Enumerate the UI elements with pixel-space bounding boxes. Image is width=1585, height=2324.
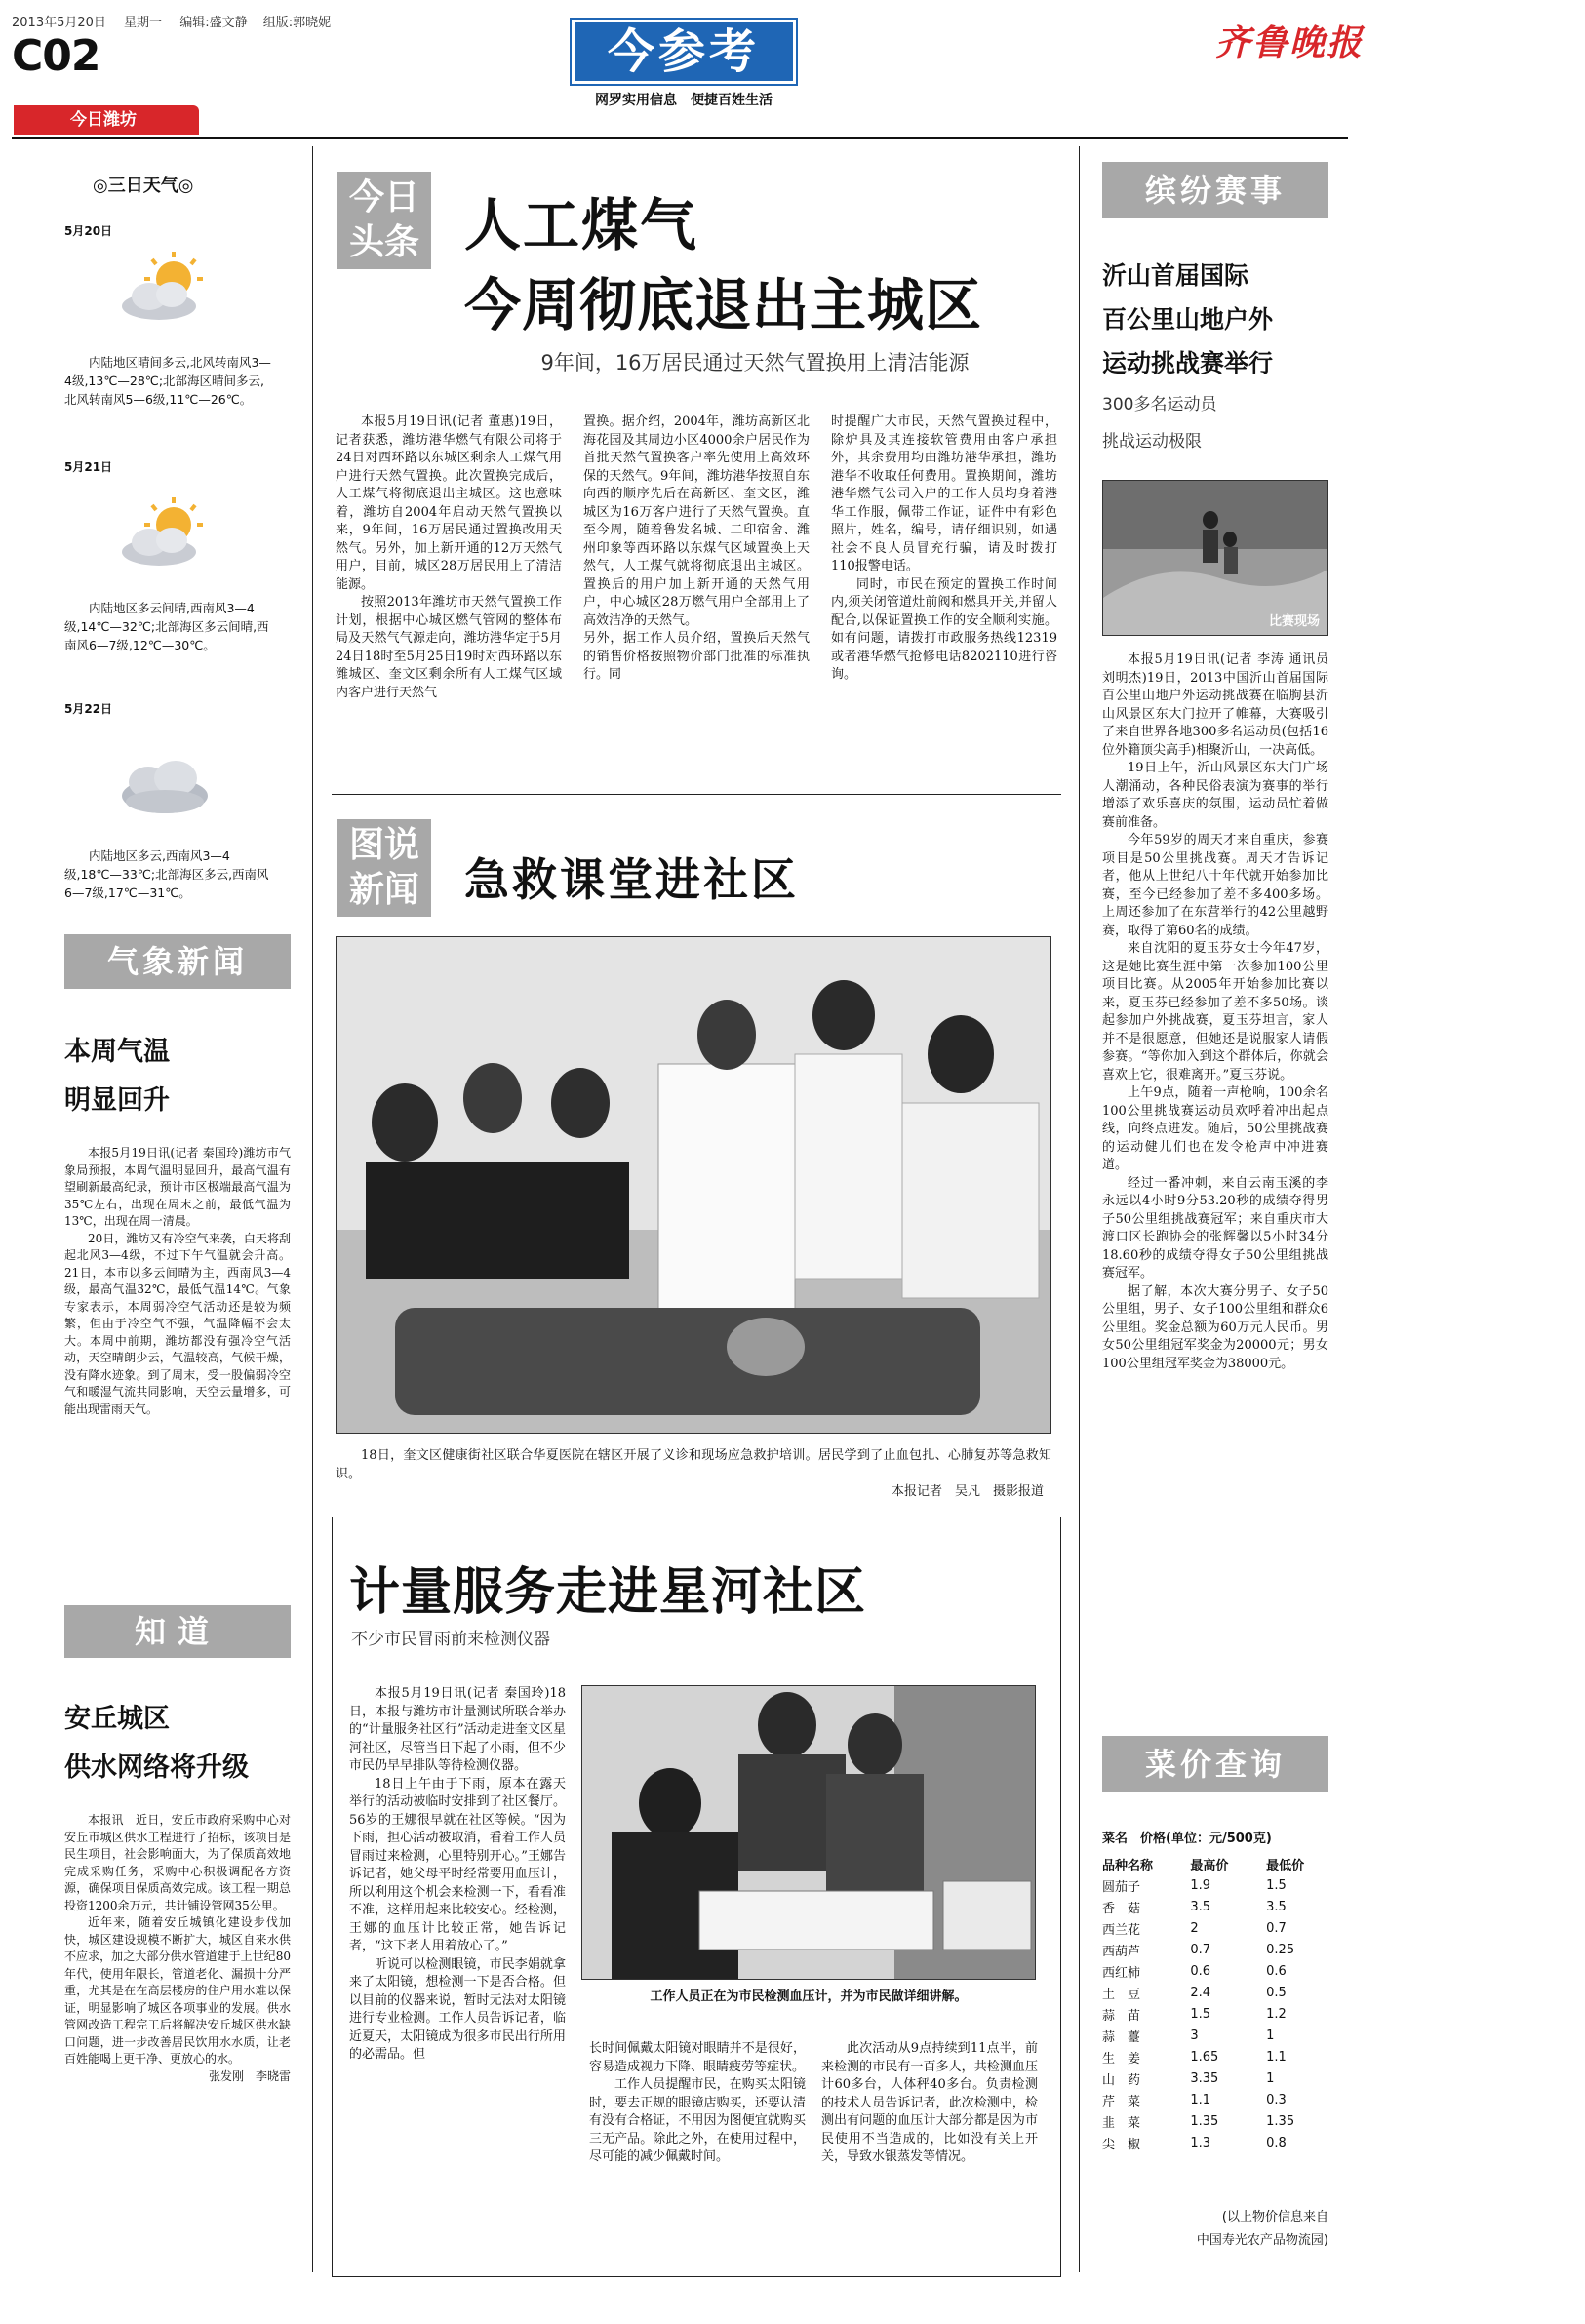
header-rule — [12, 137, 1348, 139]
vegetable-name: 尖 椒 — [1102, 2137, 1141, 2152]
table-row — [1102, 1917, 1328, 1939]
low-price: 1.35 — [1266, 2113, 1295, 2129]
meteo-article — [64, 1145, 291, 1418]
weather-day-1-text: 内陆地区晴间多云,北风转南风3—4级,13℃—28℃;北部海区晴间多云,北风转南风5—6级,11℃—26℃。 — [64, 355, 271, 407]
sports-para-4: 来自沈阳的夏玉芬女士今年47岁，这是她比赛生涯中第一次参加100公里项目比赛。从2005年开始参加比赛以来，夏玉芬已经参加了差不多50场。谈起参加户外挑战赛，夏玉芬坦言，家人并不是很愿意，但她还是说服家人请假参赛。“等你加入到这个群体后，你就会喜欢上它，很难离开。”夏玉芬说。 — [1102, 941, 1328, 1083]
low-price: 0.6 — [1266, 1963, 1287, 1979]
lead-col-3 — [831, 414, 1057, 685]
zhidao-article — [64, 1812, 291, 2085]
weather-day-1-date: 5月20日 — [64, 224, 113, 238]
photo-news-headline: 急救课堂进社区 — [464, 853, 799, 906]
meteo-para-1: 本报5月19日讯(记者 秦国玲)潍坊市气象局预报，本周气温明显回升，最高气温有望刷新最高纪录，预计市区极端最高气温为35℃左右，出现在周末之前，最低气温为13℃，出现在周一清晨。 — [64, 1146, 291, 1228]
column-header-name: 品种名称 — [1102, 1858, 1154, 1873]
zhidao-para-2: 近年来，随着安丘城镇化建设步伐加快，城区建设规模不断扩大，城区自来水供不应求，加之大部分供水管道建于上世纪80年代，使用年限长，管道老化、漏损十分严重，尤其是在在高层楼房的住户用水难以保证，明显影响了城区各项事业的发展。供水管网改造工程完工后将解决安丘城区供水缺口问题，进一步改善居民饮用水水质，让老百姓能喝上更干净、更放心的水。 — [64, 1915, 291, 2066]
vegetable-source-line-2: 中国寿光农产品物流园) — [1196, 2233, 1328, 2248]
high-price: 0.7 — [1190, 1942, 1211, 1957]
header-dateline — [12, 12, 331, 30]
vegetable-name: 韭 菜 — [1102, 2115, 1141, 2131]
sports-para-7: 据了解，本次大赛分男子、女子50公里组，男子、女子100公里组和群众6公里组。奖金总额为60万元人民币。男女50公里组冠军奖金为20000元；男女100公里组冠军奖金为38000元。 — [1102, 1283, 1328, 1371]
sports-para-1: 本报5月19日讯(记者 李涛 通讯员 刘明杰)19日，2013中国沂山首届国际百公里山地户外运动挑战赛在临朐县沂山风景区东大门拉开了帷幕，大赛吸引了来自世界各地300多名运动员(包括16位外籍顶尖高手)相聚沂山，一决高低。 — [1102, 652, 1328, 758]
high-price: 1.35 — [1190, 2113, 1219, 2129]
section-label: 今日潍坊 — [14, 105, 199, 135]
high-price: 2.4 — [1190, 1985, 1211, 2000]
vegetable-name: 西红柿 — [1102, 1965, 1141, 1981]
meteo-para-2: 20日，潍坊又有冷空气来袭，白天将刮起北风3—4级，不过下午气温就会升高。21日，本市以多云间晴为主，西南风3—4级，最高气温32℃，最低气温14℃。气象专家表示，本周弱冷空气活动还是较为频繁，但由于冷空气不强，气温降幅不会太大。本周中前期，潍坊都没有强冷空气活动，天空晴朗少云，气温较高，气候干燥，没有降水迹象。到了周末，受一股偏弱冷空气和暖湿气流共同影响，天空云量增多，可能出现雷雨天气。 — [64, 1231, 291, 1416]
metrology-col1-para-2: 18日上午由于下雨，原本在露天举行的活动被临时安排到了社区餐厅。56岁的王娜很早就在社区等候。“因为下雨，担心活动被取消，看着工作人员冒雨过来检测，心里特别开心。”王娜告诉记者，她父母平时经常要用血压计，所以利用这个机会来检测一下，看看准不准，这样用起来比较安心。经检测，王娜的血压计比较正常，她告诉记者，“这下老人用着放心了。” — [349, 1776, 566, 1953]
header-editor: 编辑:盛文静 — [179, 16, 248, 30]
sports-article — [1102, 651, 1328, 1373]
metrology-col1-para-3: 听说可以检测眼镜，市民李娟就拿来了太阳镜，想检测一下是否合格。但以目前的仪器来说，暂时无法对太阳镜进行专业检测。工作人员告诉记者，临近夏天，太阳镜成为很多市民出行所用的必需品。但 — [349, 1956, 566, 2062]
vegetable-name: 山 药 — [1102, 2072, 1141, 2088]
high-price: 1.9 — [1190, 1877, 1211, 1893]
sports-para-3: 今年59岁的周天才来自重庆，参赛项目是50公里挑战赛。周天才告诉记者，他从上世纪八十年代就开始参加比赛，至今已经参加了差不多400多场。上周还参加了在东营举行的42公里越野赛，取得了第60名的成绩。 — [1102, 833, 1328, 938]
vegetable-name: 蒜 苗 — [1102, 2008, 1141, 2024]
table-row — [1102, 2110, 1328, 2132]
photo-news-tag-text: 图说新闻 — [348, 825, 419, 910]
lead-col3-para-1: 时提醒广大市民，天然气置换过程中，除炉具及其连接软管费用由客户承担外，其余费用均由潍坊港华承担，潍坊港华不收取任何费用。置换期间，潍坊港华燃气公司入户的工作人员均身着港华工作服，佩带工作证，证件中有彩色照片，姓名，编号，请仔细识别，如遇社会不良人员冒充行骗，请及时拨打110报警电话。 — [831, 414, 1057, 573]
sports-tag: 缤纷赛事 — [1102, 162, 1328, 218]
lead-col-1 — [336, 414, 562, 702]
high-price: 3 — [1190, 2028, 1199, 2043]
sports-subhead-line-1: 300多名运动员 — [1102, 395, 1217, 414]
low-price: 3.5 — [1266, 1899, 1287, 1914]
sports-headline — [1102, 254, 1273, 385]
right-column-rule — [1079, 146, 1080, 2272]
sports-para-5: 上午9点，随着一声枪响，100余名100公里挑战赛运动员欢呼着冲出起点线，向终点进发。随后，50公里挑战赛的运动健儿们也在发令枪声中冲进赛道。 — [1102, 1085, 1328, 1172]
zhidao-byline: 张发刚 李晓雷 — [208, 2068, 291, 2083]
sun-cloud-icon — [115, 250, 222, 328]
sports-para-6: 经过一番冲刺，来自云南玉溪的李永远以4小时9分53.20秒的成绩夺得男子50公里组挑战赛冠军；来自重庆市大渡口区长跑协会的张辉馨以5小时34分18.60秒的成绩夺得女子50公里组挑战赛冠军。 — [1102, 1175, 1328, 1280]
low-price: 0.7 — [1266, 1920, 1287, 1936]
table-row — [1102, 2089, 1328, 2110]
photo-news-caption — [336, 1447, 1051, 1502]
lead-col3-para-2: 同时，市民在预定的置换工作时间内,须关闭管道灶前阀和燃具开关,并留人配合,以保证置换工作的安全顺利实施。如有问题，请拨打市政服务热线12319或者港华燃气抢修电话8202110进行咨询。 — [831, 576, 1057, 682]
lead-tag — [337, 172, 431, 269]
vegetable-table-body — [1102, 1874, 1328, 2153]
column-slogan: 网罗实用信息 便捷百姓生活 — [595, 93, 773, 108]
low-price: 1.1 — [1266, 2049, 1287, 2065]
lead-col-2 — [583, 414, 810, 685]
lead-col1-para-1: 本报5月19日讯(记者 董惠)19日，记者获悉，潍坊港华燃气有限公司将于24日对西环路以东城区剩余人工煤气用户进行天然气置换。此次置换完成后，人工煤气将彻底退出主城区。这也意味着，潍坊自2004年启动天然气置换以来，9年间，16万居民通过置换改用天然气。另外，加上新开通的12万天然气用户，目前，城区28万居民用上了清洁能源。 — [336, 414, 562, 592]
header-layout: 组版:郭晓妮 — [262, 16, 332, 30]
metrology-photo-caption: 工作人员正在为市民检测血压计，并为市民做详细讲解。 — [650, 1989, 968, 2004]
table-row — [1102, 2046, 1328, 2068]
header-date: 2013年5月20日 — [12, 16, 106, 30]
table-row — [1102, 1960, 1328, 1982]
sports-subhead-line-2: 挑战运动极限 — [1102, 432, 1202, 452]
cloud-icon — [111, 747, 218, 825]
vegetable-name: 圆茄子 — [1102, 1879, 1141, 1895]
zhidao-headline-2: 供水网络将升级 — [64, 1753, 249, 1783]
zhidao-headline-1: 安丘城区 — [64, 1704, 170, 1734]
low-price: 1.2 — [1266, 2006, 1287, 2022]
sports-headline-line-3: 运动挑战赛举行 — [1102, 349, 1274, 377]
vegetable-name: 西葫芦 — [1102, 1944, 1141, 1959]
low-price: 0.8 — [1266, 2135, 1287, 2150]
table-row — [1102, 1896, 1328, 1917]
table-row — [1102, 1939, 1328, 1960]
vegetable-header-line: 菜名 价格(单位：元/500克) — [1102, 1832, 1272, 1846]
meteo-tag: 气象新闻 — [64, 934, 291, 989]
high-price: 3.35 — [1190, 2070, 1219, 2086]
low-price: 0.3 — [1266, 2092, 1287, 2107]
weather-title: ◎三日天气◎ — [93, 176, 194, 196]
lead-col2-para-1: 置换。据介绍，2004年，潍坊高新区北海花园及其周边小区4000余户居民作为首批天然气置换客户率先使用上高效环保的天然气。9年间，潍坊港华按照自东向西的顺序先后在高新区、奎文区，潍城区为16万客户进行了天然气置换。直至今周，随着鲁发名城、二印宿舍、潍州印象等西环路以东煤气区域置换上天然气，人工煤气就将彻底退出主城区。置换后的用户加上新开通的天然气用户，中心城区28万燃气用户全部用上了高效洁净的天然气。 — [583, 414, 810, 628]
vegetable-source — [1102, 2206, 1328, 2253]
vegetable-price-table — [1102, 1853, 1328, 2153]
metrology-subhead: 不少市民冒雨前来检测仪器 — [351, 1630, 550, 1649]
weather-day-3-date: 5月22日 — [64, 702, 113, 716]
high-price: 0.6 — [1190, 1963, 1211, 1979]
lead-headline-1: 人工煤气 — [464, 192, 699, 258]
zhidao-para-1: 本报讯 近日，安丘市政府采购中心对安丘市城区供水工程进行了招标，该项目是民生项目，社会影响面大，为了保质高效地完成采购任务，采购中心积极调配各方资源，确保项目保质高效完成。该工程一期总投资1200余万元，共计铺设管网35公里。 — [64, 1813, 291, 1912]
vegetable-name: 生 姜 — [1102, 2051, 1141, 2067]
first-aid-photo — [336, 936, 1051, 1434]
vegetable-name: 土 豆 — [1102, 1987, 1141, 2002]
low-price: 0.25 — [1266, 1942, 1295, 1957]
vegetable-source-line-1: (以上物价信息来自 — [1221, 2210, 1328, 2225]
header-weekday: 星期一 — [124, 16, 163, 30]
paper-logo: 齐鲁晚报 — [1215, 22, 1365, 63]
low-price: 1 — [1266, 2028, 1275, 2043]
metrology-col2-para-2: 工作人员提醒市民，在购买太阳镜时，要去正规的眼镜店购买，还要认清有没有合格证，不用因为图便宜就购买三无产品。除此之外，在使用过程中，尽可能的减少佩戴时间。 — [589, 2077, 806, 2164]
vegetable-name: 蒜 薹 — [1102, 2029, 1141, 2045]
high-price: 1.5 — [1190, 2006, 1211, 2022]
lead-headline-2: 今周彻底退出主城区 — [464, 272, 983, 338]
sun-cloud-icon — [115, 495, 222, 573]
weather-day-2-date: 5月21日 — [64, 460, 113, 474]
weather-day-3-text: 内陆地区多云,西南风3—4级,18℃—33℃;北部海区多云,西南风6—7级,17℃—31℃。 — [64, 848, 269, 900]
vegetable-tag: 菜价查询 — [1102, 1736, 1328, 1792]
race-photo-caption: 比赛现场 — [1268, 614, 1320, 629]
left-column-rule — [312, 146, 313, 2272]
page-number: C02 — [12, 31, 100, 81]
metrology-col-2 — [589, 2040, 806, 2167]
sports-para-2: 19日上午，沂山风景区东大门广场人潮涌动，各种民俗表演为赛事的举行增添了欢乐喜庆的氛围，运动员忙着做赛前准备。 — [1102, 761, 1328, 830]
vegetable-name: 芹 菜 — [1102, 2094, 1141, 2109]
photo-news-credit: 本报记者 吴凡 摄影报道 — [891, 1484, 1044, 1499]
column-header-high: 最高价 — [1190, 1858, 1229, 1873]
table-row — [1102, 2132, 1328, 2153]
high-price: 3.5 — [1190, 1899, 1211, 1914]
metrology-col-1 — [349, 1685, 566, 2065]
column-header-low: 最低价 — [1266, 1858, 1305, 1873]
vegetable-table-header — [1102, 1853, 1328, 1874]
high-price: 1.65 — [1190, 2049, 1219, 2065]
metrology-headline: 计量服务走进星河社区 — [349, 1563, 867, 1622]
metrology-col1-para-1: 本报5月19日讯(记者 秦国玲)18日，本报与潍坊市计量测试所联合举办的“计量服务社区行”活动走进奎文区星河社区，尽管当日下起了小雨，但不少市民仍早早排队等待检测仪器。 — [349, 1686, 566, 1773]
high-price: 1.3 — [1190, 2135, 1211, 2150]
metrology-col2-para-1: 长时间佩戴太阳镜对眼睛并不是很好，容易造成视力下降、眼睛疲劳等症状。 — [589, 2041, 806, 2074]
metrology-photo — [581, 1685, 1036, 1980]
vegetable-name: 香 菇 — [1102, 1901, 1141, 1916]
low-price: 1 — [1266, 2070, 1275, 2086]
table-row — [1102, 2025, 1328, 2046]
lead-subhead: 9年间，16万居民通过天然气置换用上清洁能源 — [540, 351, 970, 374]
meteo-headline-2: 明显回升 — [64, 1085, 170, 1116]
weather-day-2-text: 内陆地区多云间晴,西南风3—4级,14℃—32℃;北部海区多云间晴,西南风6—7级,12℃—30℃。 — [64, 601, 269, 652]
photo-news-tag — [337, 819, 431, 917]
table-row — [1102, 2068, 1328, 2089]
sports-subhead — [1102, 386, 1216, 460]
low-price: 0.5 — [1266, 1985, 1287, 2000]
photo-news-caption-text: 18日，奎文区健康街社区联合华夏医院在辖区开展了义诊和现场应急救护培训。居民学到了止血包扎、心肺复苏等急救知识。 — [336, 1448, 1051, 1481]
low-price: 1.5 — [1266, 1877, 1287, 1893]
table-row — [1102, 1874, 1328, 1896]
lead-bottom-rule — [332, 794, 1061, 795]
sports-headline-line-1: 沂山首届国际 — [1102, 261, 1249, 290]
race-photo — [1102, 480, 1328, 636]
column-title: 今参考 — [572, 20, 796, 84]
meteo-headline-1: 本周气温 — [64, 1037, 170, 1067]
high-price: 2 — [1190, 1920, 1199, 1936]
vegetable-name: 西兰花 — [1102, 1922, 1141, 1938]
high-price: 1.1 — [1190, 2092, 1211, 2107]
lead-col2-para-2: 另外，据工作人员介绍，置换后天然气的销售价格按照物价部门批准的标准执行。同 — [583, 631, 810, 682]
lead-col1-para-2: 按照2013年潍坊市天然气置换工作计划，根据中心城区燃气管网的整体布局及天然气气源走向，潍坊港华定于5月24日18时至5月25日19时对西环路以东潍城区、奎文区剩余所有人工煤气区域内客户进行天然气 — [336, 595, 562, 700]
column-masthead — [572, 20, 796, 111]
metrology-col-3 — [821, 2040, 1038, 2167]
lead-tag-text: 今日头条 — [348, 177, 419, 262]
table-row — [1102, 2003, 1328, 2025]
sports-headline-line-2: 百公里山地户外 — [1102, 305, 1274, 334]
zhidao-tag: 知道 — [64, 1605, 291, 1658]
table-row — [1102, 1982, 1328, 2003]
metrology-col3-para-1: 此次活动从9点持续到11点半，前来检测的市民有一百多人，共检测血压计60多台，人体秤40多台。负责检测的技术人员告诉记者，此次检测中，检测出有问题的血压计大部分都是因为市民使用不当造成的，比如没有关上开关，导致水银蒸发等情况。 — [821, 2041, 1038, 2164]
